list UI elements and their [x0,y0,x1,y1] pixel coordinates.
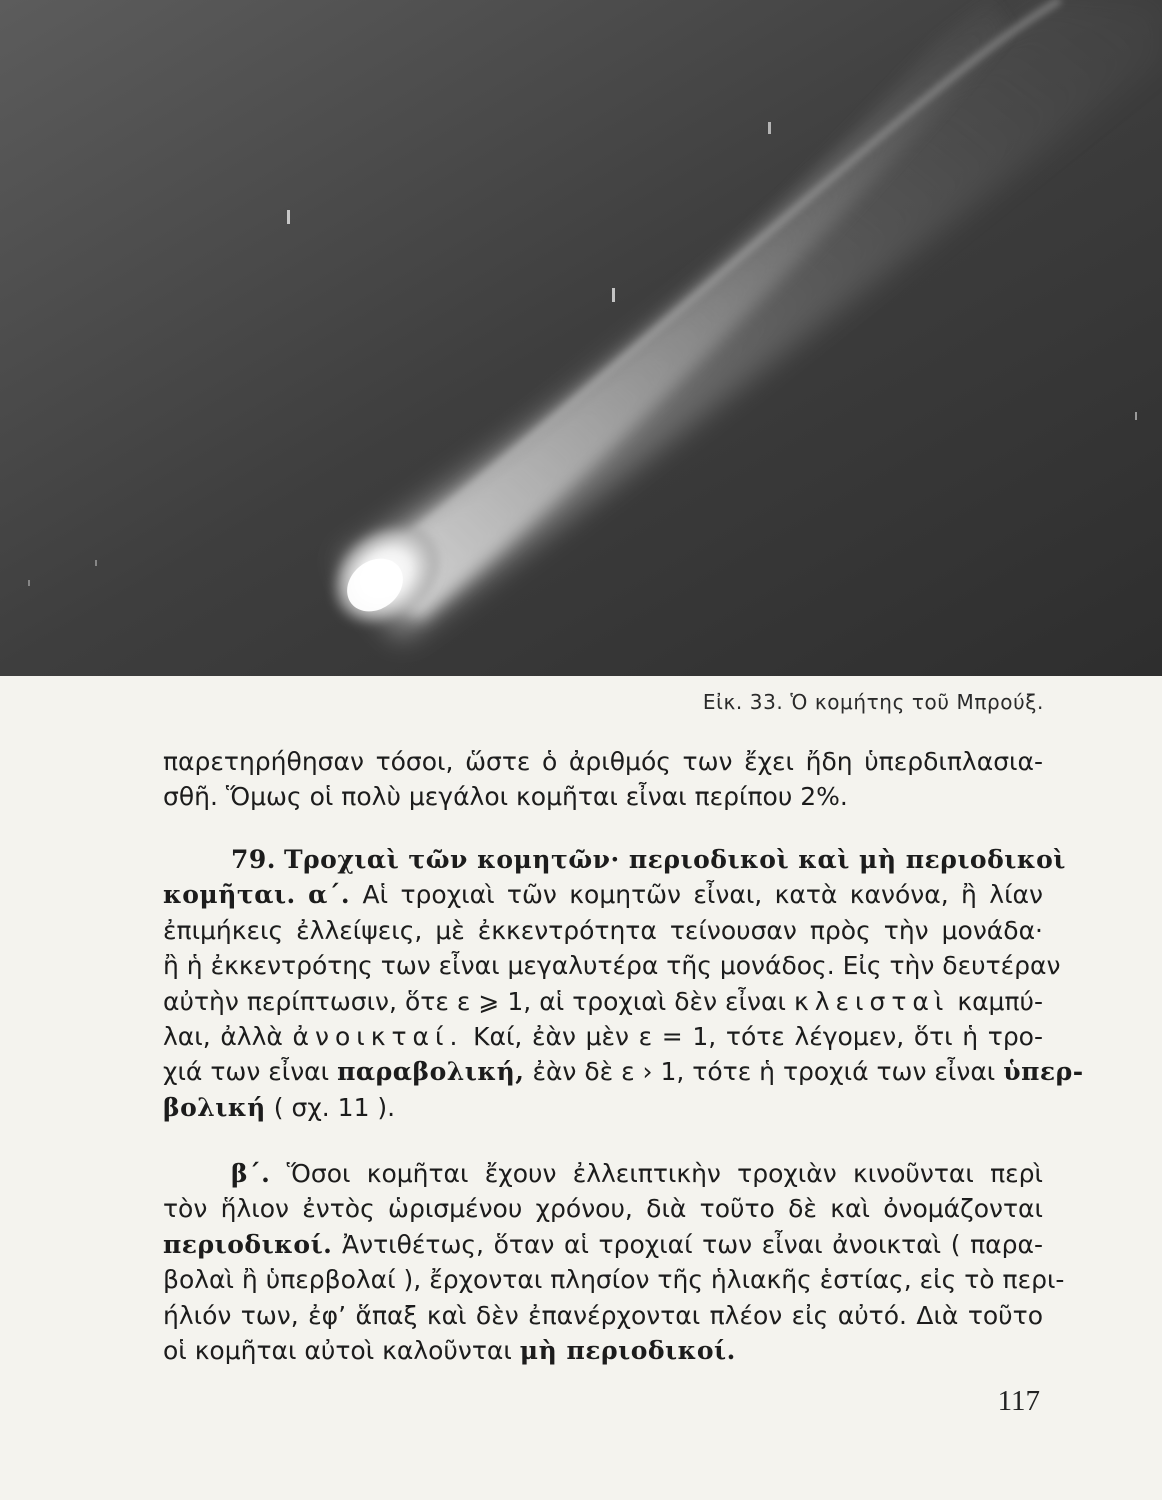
text-line [163,1333,1043,1368]
text-segment: Ὅσοι κομῆται ἔχουν ἐλλειπτικὴν τροχιὰν κινοῦνται περὶ [286,1159,1044,1188]
text-segment: Καί, ἐὰν μὲν ε = 1, τότε λέγομεν, ὅτι ἡ τρο- [473,1022,1044,1052]
subsection-alpha: α΄. [308,880,351,910]
paragraph-continuation [163,744,1043,815]
comet-photograph [0,0,1162,676]
bold-term: μὴ περιοδικοί. [519,1336,736,1366]
section-title-cont: κομῆται. [163,880,296,910]
section-title: Τροχιαὶ τῶν κομητῶν· περιοδικοὶ καὶ μὴ περιοδικοὶ [283,845,1066,874]
text-line [163,1227,1043,1262]
page-number: 117 [997,1385,1040,1417]
text-line [163,1090,1043,1125]
text-segment: λαι, ἀλλὰ [163,1022,283,1052]
text-segment: Ἀντιθέτως, ὅταν αἱ τροχιαί των εἶναι ἀνοικταὶ ( παρα- [342,1229,1043,1259]
section-number: 79. [231,845,276,874]
text-line: βολαὶ ἢ ὑπερβολαί ), ἔρχονται πλησίον τῆς ἡλιακῆς ἑστίας, εἰς τὸ περι- [163,1265,1065,1295]
spaced-term: κλεισταὶ [793,986,950,1016]
text-line [163,1019,1043,1054]
bold-term: ὑπερ- [1003,1057,1084,1087]
text-line: ἐπιμήκεις ἐλλείψεις, μὲ ἐκκεντρότητα τείνουσαν πρὸς τὴν μονάδα· [163,915,1043,945]
text-line: σθῆ. Ὅμως οἱ πολὺ μεγάλοι κομῆται εἶναι περίπου 2%. [163,782,848,812]
text-line: τὸν ἥλιον ἐντὸς ὡρισμένου χρόνου, διὰ τοῦτο δὲ καὶ ὀνομάζονται [163,1194,1043,1224]
text-segment: οἱ κομῆται αὐτοὶ καλοῦνται [163,1336,512,1366]
section-heading [163,842,1066,877]
text-segment: καμπύ- [957,986,1044,1016]
subsection-beta-label: β΄. [231,1159,271,1188]
text-line [163,877,1043,912]
text-segment: αὐτὴν περίπτωσιν, ὅτε ε ⩾ 1, αἱ τροχιαὶ δὲν εἶναι [163,986,786,1016]
section-79 [163,842,1084,1125]
text-line: ἢ ἡ ἐκκεντρότης των εἶναι μεγαλυτέρα τῆς μονάδος. Εἰς τὴν δευτέραν [163,951,1061,981]
text-segment: Αἱ τροχιαὶ τῶν κομητῶν εἶναι, κατὰ κανόνα, ἢ λίαν [362,880,1043,910]
text-segment: χιά των εἶναι [163,1057,330,1087]
bold-term: παραβολική, [337,1057,525,1087]
subsection-beta [163,1156,1065,1368]
bold-term: περιοδικοί. [163,1229,333,1259]
spaced-term: ἀνοικταί. [292,1022,464,1052]
text-segment: ἐὰν δὲ ε › 1, τότε ἡ τροχιά των εἶναι [532,1057,996,1087]
text-line: ήλιόν των, ἐφ’ ἅπαξ καὶ δὲν ἐπανέρχονται πλέον εἰς αὐτό. Διὰ τοῦτο [163,1300,1043,1330]
text-line [163,1054,1084,1089]
text-line: παρετηρήθησαν τόσοι, ὥστε ὁ ἀριθμός των ἔχει ἤδη ὑπερδιπλασια- [163,747,1043,776]
bold-term: βολική [163,1092,266,1122]
text-line [163,984,1043,1019]
figure-caption: Εἰκ. 33. Ὁ κομήτης τοῦ Μπρούξ. [702,690,1044,714]
text-line [163,1156,1043,1191]
text-segment: ( σχ. 11 ). [273,1092,396,1122]
